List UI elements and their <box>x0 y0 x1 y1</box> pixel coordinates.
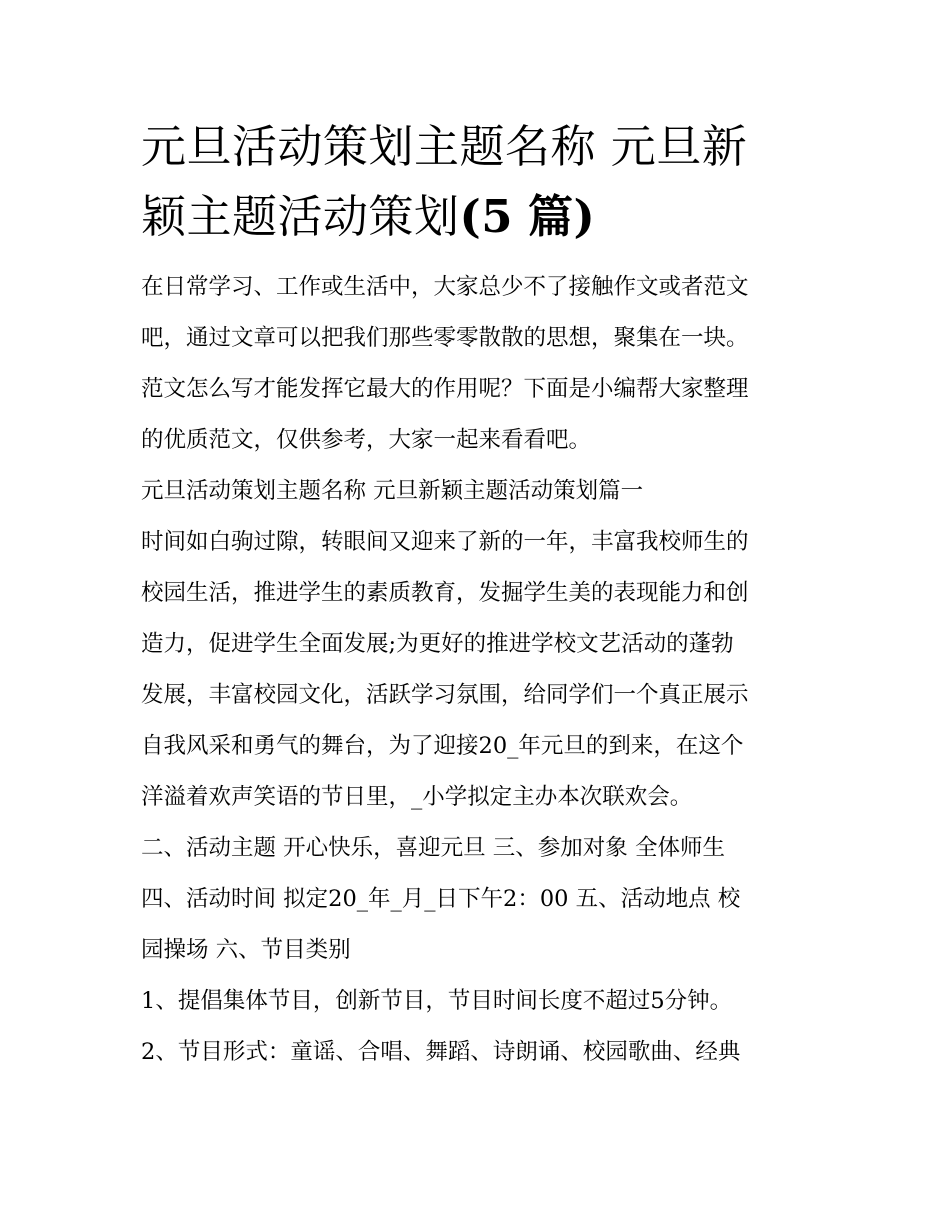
body-line: 自我风采和勇气的舞台，为了迎接20_年元旦的到来，在这个 <box>141 733 744 759</box>
body-line: 校园生活，推进学生的素质教育，发掘学生美的表现能力和创 <box>141 580 749 606</box>
title-line-1: 元旦活动策划主题名称 元旦新 <box>141 120 748 173</box>
body-line: 洋溢着欢声笑语的节日里，_小学拟定主办本次联欢会。 <box>141 784 693 810</box>
body-line: 的优质范文，仅供参考，大家一起来看看吧。 <box>141 427 592 453</box>
body-line: 园操场 六、节目类别 <box>141 937 351 963</box>
body-line: 四、活动时间 拟定20_年_月_日下午2：00 五、活动地点 校 <box>141 886 741 912</box>
body-line: 发展，丰富校园文化，活跃学习氛围，给同学们一个真正展示 <box>141 682 749 708</box>
list-item: 2、节目形式：童谣、合唱、舞蹈、诗朗诵、校园歌曲、经典 <box>141 1039 741 1065</box>
body-line: 范文怎么写才能发挥它最大的作用呢？下面是小编帮大家整理 <box>141 376 749 402</box>
title-line-2-count: (5 <box>459 190 514 243</box>
document-content <box>141 112 817 1078</box>
title-line-2-suffix: 篇) <box>527 190 596 243</box>
title-line-2-unit <box>513 190 528 243</box>
body-line: 在日常学习、工作或生活中，大家总少不了接触作文或者范文 <box>141 274 749 300</box>
title-line-2 <box>141 182 817 252</box>
title-line-2-text: 颖主题活动策划 <box>141 190 460 243</box>
section-heading: 元旦活动策划主题名称 元旦新颖主题活动策划篇一 <box>141 478 644 504</box>
body-line: 吧，通过文章可以把我们那些零零散散的思想，聚集在一块。 <box>141 325 749 351</box>
body-line: 时间如白驹过隙，转眼间又迎来了新的一年，丰富我校师生的 <box>141 529 749 555</box>
list-item: 1、提倡集体节目，创新节目，节目时间长度不超过5分钟。 <box>141 988 733 1014</box>
document-title <box>141 112 817 252</box>
body-line: 二、活动主题 开心快乐，喜迎元旦 三、参加对象 全体师生 <box>141 835 725 861</box>
document-body <box>141 262 817 1078</box>
body-line: 造力，促进学生全面发展;为更好的推进学校文艺活动的蓬勃 <box>141 631 734 657</box>
